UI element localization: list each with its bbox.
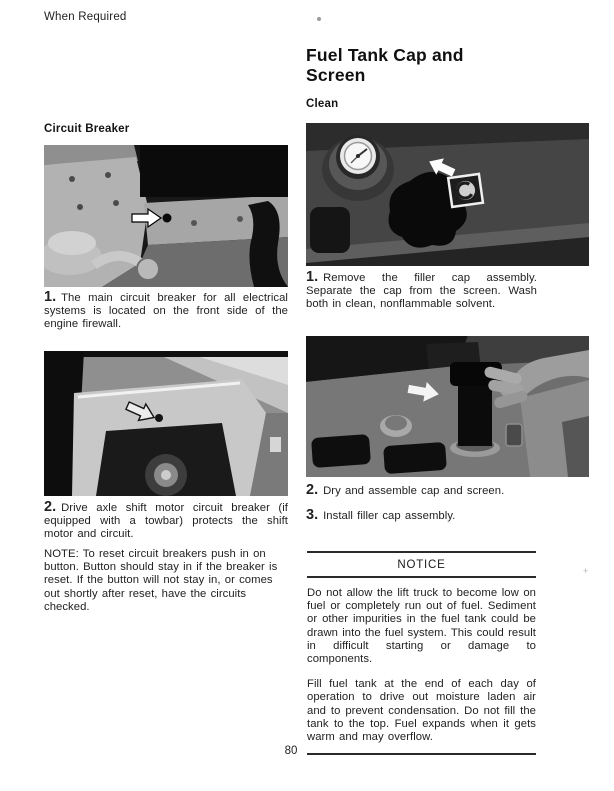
decal-label [448, 174, 483, 207]
scan-plus-mark: + [583, 566, 589, 576]
notice-paragraph: Fill fuel tank at the end of each day of operation to drive out moisture laden air and to prevent condensation. Do not fill the tank to the top. Fuel expands when it gets warm and may overflow. [307, 678, 536, 744]
step-number: 2. [306, 482, 319, 498]
notice-box [307, 551, 536, 755]
step-number: 1. [44, 289, 57, 305]
notice-title: NOTICE [307, 551, 536, 578]
running-header: When Required [44, 11, 127, 23]
photo-fuel-tank-cap [306, 123, 589, 266]
photo-remove-filler-cap [306, 336, 589, 477]
step-number: 3. [306, 507, 319, 523]
step-text: 2. Dry and assemble cap and screen. [306, 482, 505, 498]
step-text: 3. Install filler cap assembly. [306, 507, 456, 523]
page-number: 80 [284, 745, 298, 757]
section-heading-circuit-breaker: Circuit Breaker [44, 123, 130, 135]
scan-speck [317, 17, 321, 21]
notice-paragraph: Do not allow the lift truck to become low on fuel or completely run out of fuel. Sediment or other impurities in the fuel tank could be drawn into the fuel system. This could result in difficult starting or damage to components. [307, 587, 536, 666]
step-number: 2. [44, 499, 57, 515]
step-text: 1. The main circuit breaker for all electrical systems is located on the front side of the engine firewall. [44, 289, 288, 331]
photo-shift-motor-circuit-breaker [44, 351, 288, 496]
subheading-clean: Clean [306, 98, 339, 110]
step-number: 1. [306, 269, 319, 285]
circuit-breaker-button [155, 414, 163, 422]
page-title: Fuel Tank Cap and Screen [306, 45, 464, 85]
step-text: 1. Remove the filler cap assembly. Separate the cap from the screen. Wash both in clean, nonflammable solvent. [306, 269, 537, 311]
photo-main-circuit-breaker [44, 145, 288, 287]
circuit-breaker-button [163, 214, 172, 223]
step-text: 2. Drive axle shift motor circuit breaker (if equipped with a towbar) protects the shift motor and circuit. [44, 499, 288, 541]
note-paragraph: NOTE: To reset circuit breakers push in on button. Button should stay in if the breaker is reset. If the button will not stay in, or comes out shortly after reset, have the circuits checked. [44, 548, 278, 613]
